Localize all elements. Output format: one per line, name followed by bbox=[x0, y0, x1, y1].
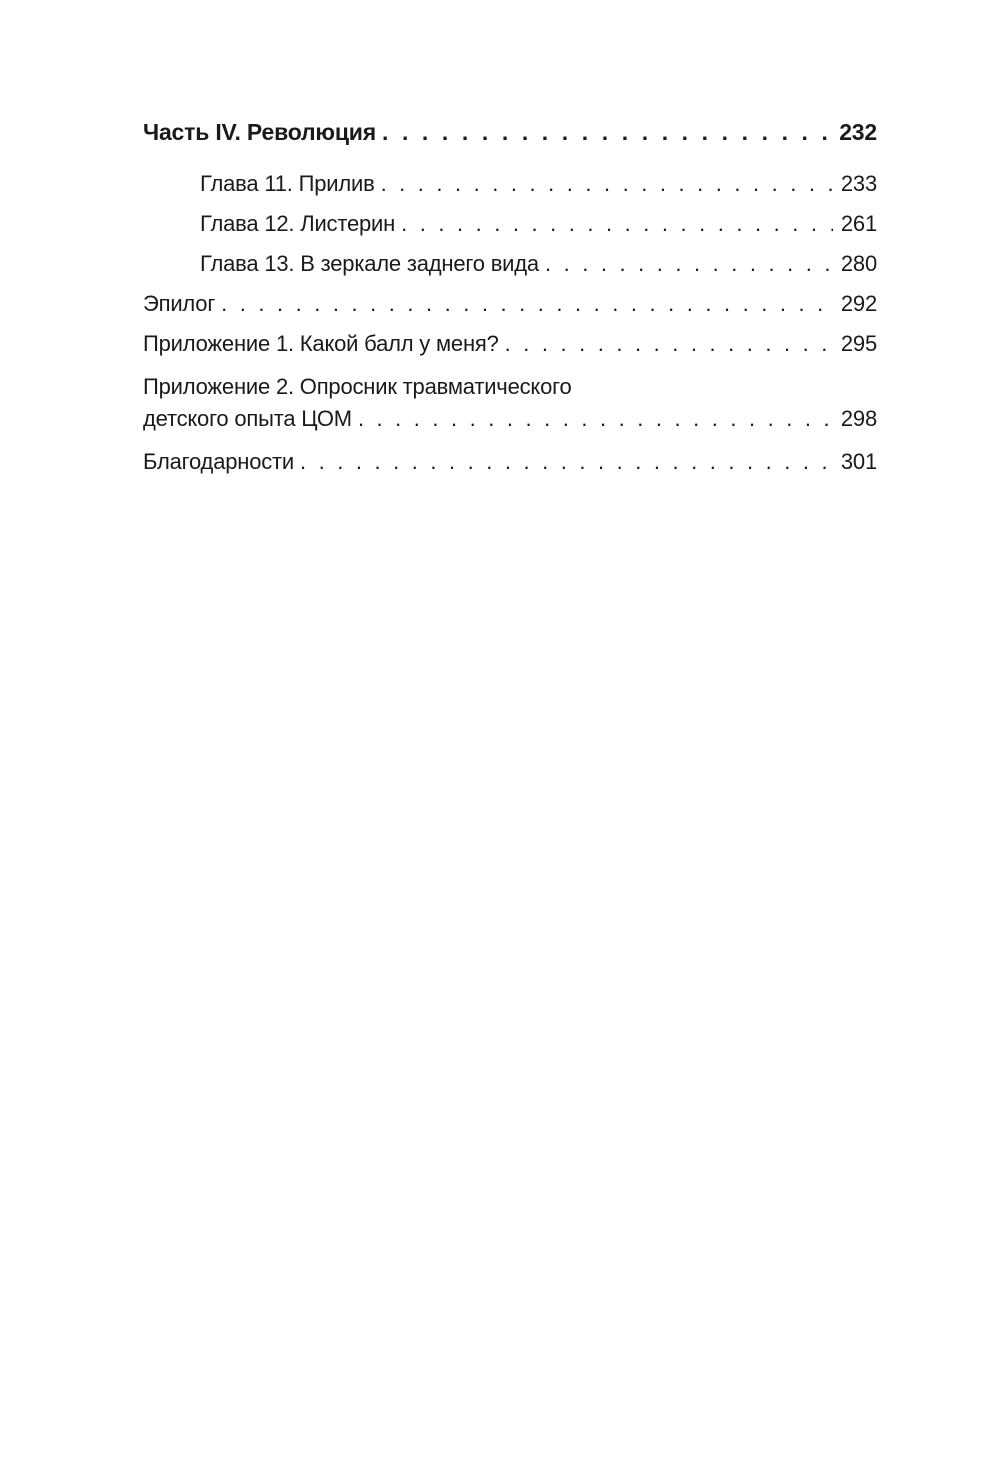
dot-leader bbox=[401, 210, 833, 238]
toc-chapter-entry[interactable] bbox=[143, 250, 877, 290]
toc-appendix1-entry[interactable] bbox=[143, 330, 877, 370]
dot-leader bbox=[221, 290, 833, 318]
toc-chapter-title: Глава 11. Прилив bbox=[200, 171, 375, 196]
toc-part-entry[interactable] bbox=[143, 118, 877, 160]
toc-part-title: Часть IV. Революция bbox=[143, 119, 376, 145]
toc-entry-page: 298 bbox=[840, 406, 877, 431]
toc-appendix2-entry[interactable] bbox=[143, 370, 877, 444]
toc-entry-line2 bbox=[143, 404, 877, 444]
toc-entry-title-line2: детского опыта ЦОМ bbox=[143, 406, 352, 431]
toc-entry-page: 292 bbox=[840, 291, 877, 316]
table-of-contents bbox=[143, 118, 877, 488]
toc-epilogue-entry[interactable] bbox=[143, 290, 877, 330]
toc-chapter-page: 233 bbox=[840, 171, 877, 196]
dot-leader bbox=[505, 330, 833, 358]
toc-entry-page: 295 bbox=[840, 331, 877, 356]
dot-leader bbox=[358, 404, 833, 434]
toc-chapter-entry[interactable] bbox=[143, 170, 877, 210]
toc-chapter-entry[interactable] bbox=[143, 210, 877, 250]
toc-part-page: 232 bbox=[839, 119, 877, 145]
toc-chapter-title: Глава 12. Листерин bbox=[200, 211, 396, 236]
dot-leader bbox=[300, 448, 833, 476]
toc-acknowledgements-entry[interactable] bbox=[143, 448, 877, 488]
toc-chapter-title: Глава 13. В зеркале заднего вида bbox=[200, 251, 539, 276]
toc-entry-title: Эпилог bbox=[143, 291, 216, 316]
toc-entry-page: 301 bbox=[840, 449, 877, 474]
toc-chapter-page: 280 bbox=[840, 251, 877, 276]
dot-leader bbox=[545, 250, 833, 278]
dot-leader bbox=[382, 118, 831, 146]
toc-entry-title-line1: Приложение 2. Опросник травматического bbox=[143, 374, 572, 399]
dot-leader bbox=[381, 170, 833, 198]
toc-entry-title: Приложение 1. Какой балл у меня? bbox=[143, 331, 499, 356]
toc-chapter-page: 261 bbox=[840, 211, 877, 236]
toc-entry-title: Благодарности bbox=[143, 449, 295, 474]
